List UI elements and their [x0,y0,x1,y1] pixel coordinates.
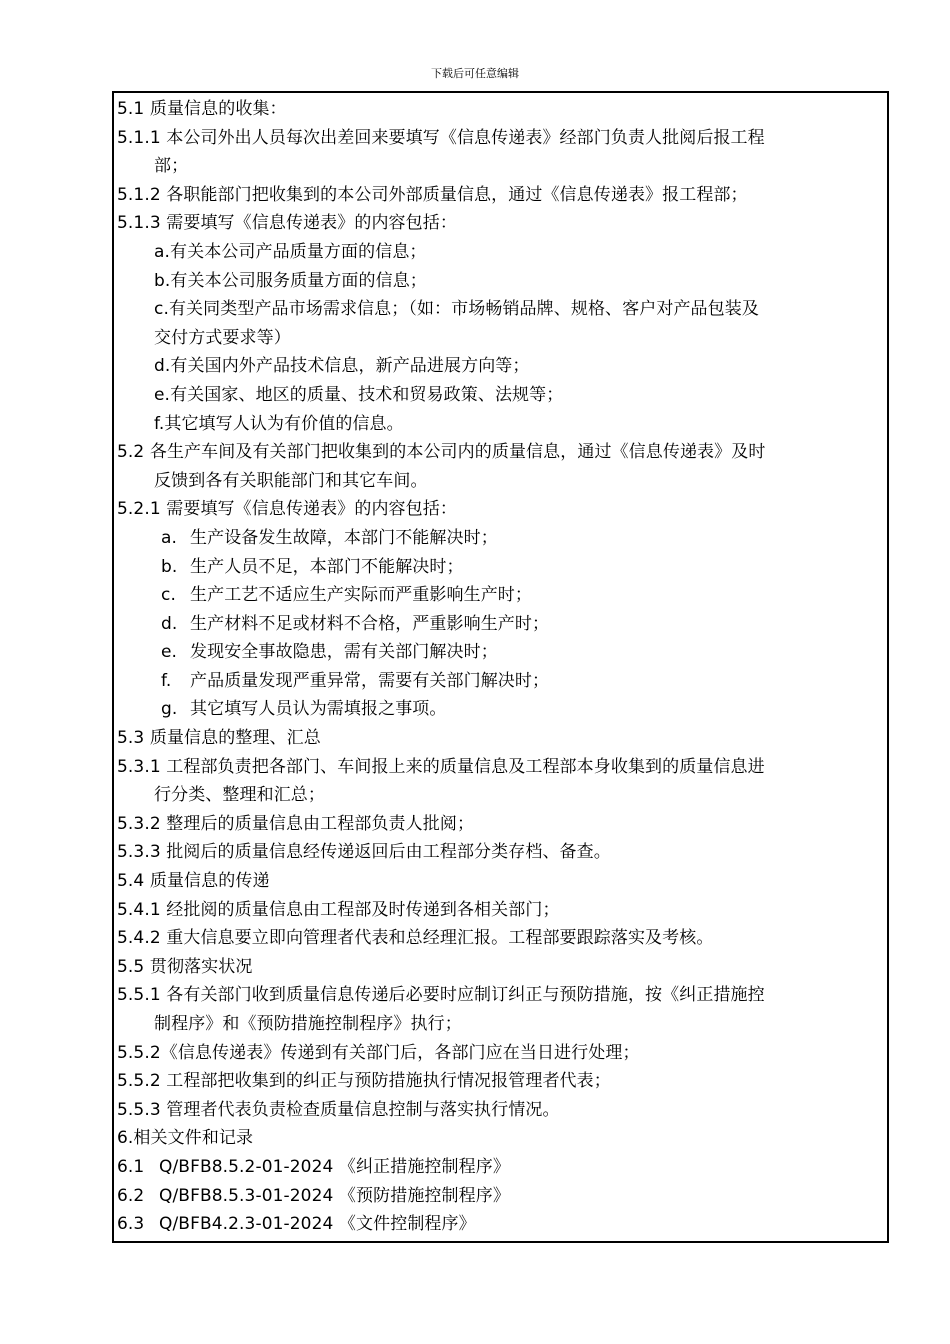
text-line [117,1039,887,1068]
line-text: d.有关国内外产品技术信息，新产品进展方向等； [154,356,530,377]
text-line [117,209,887,238]
text-line [117,381,887,410]
line-text: 5.2 各生产车间及有关部门把收集到的本公司内的质量信息，通过《信息传递表》及时 [117,442,766,463]
line-text: Q/BFB8.5.2-01-2024 《纠正措施控制程序》 [159,1156,510,1177]
text-line [117,1153,887,1182]
text-line [117,1067,887,1096]
line-text: 其它填写人员认为需填报之事项。 [190,699,447,720]
line-text: 5.5.1 各有关部门收到质量信息传递后必要时应制订纠正与预防措施，按《纠正措施控 [117,985,765,1006]
line-text: e.有关国家、地区的质量、技术和贸易政策、法规等； [154,384,564,405]
line-text: 生产设备发生故障，本部门不能解决时； [190,527,498,548]
text-line [117,581,887,610]
line-text: 生产人员不足，本部门不能解决时； [190,556,464,577]
reference-number: 6.1 [117,1156,145,1177]
text-line [117,953,887,982]
text-line [117,638,887,667]
reference-number: 6.3 [117,1214,145,1235]
item-label: b. [161,556,178,577]
line-text: 5.5.2《信息传递表》传递到有关部门后，各部门应在当日进行处理； [117,1042,640,1063]
line-text: 交付方式要求等） [154,327,291,348]
text-line [117,610,887,639]
text-line [117,1210,887,1239]
document-frame [112,91,889,1243]
line-text: 5.5.3 管理者代表负责检查质量信息控制与落实执行情况。 [117,1099,560,1120]
text-line [117,1182,887,1211]
text-line [117,1124,887,1153]
line-text: 5.3.2 整理后的质量信息由工程部负责人批阅； [117,813,475,834]
item-label: a. [161,527,178,548]
line-text: 5.4.2 重大信息要立即向管理者代表和总经理汇报。工程部要跟踪落实及考核。 [117,928,714,949]
text-line [117,1096,887,1125]
line-text: 5.2.1 需要填写《信息传递表》的内容包括： [117,499,457,520]
line-text: 5.5 贯彻落实状况 [117,956,253,977]
line-text: 5.4 质量信息的传递 [117,871,270,892]
text-line [117,838,887,867]
line-text: b.有关本公司服务质量方面的信息； [154,270,427,291]
text-line [117,495,887,524]
line-text: 6.相关文件和记录 [117,1128,254,1149]
text-line [117,267,887,296]
item-label: g. [161,699,178,720]
line-text: 5.3 质量信息的整理、汇总 [117,728,321,749]
line-text: 5.3.3 批阅后的质量信息经传递返回后由工程部分类存档、备查。 [117,842,611,863]
text-line [117,524,887,553]
item-label: d. [161,613,178,634]
text-line [117,924,887,953]
text-line [117,295,887,324]
text-line [117,467,887,496]
line-text: 制程序》和《预防措施控制程序》执行； [154,1014,462,1034]
text-line [117,667,887,696]
text-line [117,95,887,124]
line-text: 5.1.1 本公司外出人员每次出差回来要填写《信息传递表》经部门负责人批阅后报工程 [117,127,765,148]
item-label: c. [161,585,176,606]
text-line [117,124,887,153]
text-line [117,553,887,582]
line-text: 5.5.2 工程部把收集到的纠正与预防措施执行情况报管理者代表； [117,1071,611,1092]
line-text: 部； [154,156,189,177]
line-text: 反馈到各有关职能部门和其它车间。 [154,470,428,491]
line-text: 5.4.1 经批阅的质量信息由工程部及时传递到各相关部门； [117,899,560,920]
text-line [117,181,887,210]
line-text: 生产材料不足或材料不合格，严重影响生产时； [190,613,550,634]
text-line [117,324,887,353]
document-body [117,95,887,1239]
text-line [117,695,887,724]
text-line [117,438,887,467]
text-line [117,781,887,810]
item-label: f. [161,670,172,691]
text-line [117,1010,887,1039]
line-text: 生产工艺不适应生产实际而严重影响生产时； [190,585,532,606]
text-line [117,810,887,839]
text-line [117,981,887,1010]
text-line [117,152,887,181]
line-text: f.其它填写人认为有价值的信息。 [154,413,404,434]
line-text: 5.1 质量信息的收集： [117,99,287,119]
text-line [117,867,887,896]
download-note: 下载后可任意编辑 [431,67,519,80]
text-line [117,753,887,782]
item-label: e. [161,642,178,663]
line-text: 5.1.2 各职能部门把收集到的本公司外部质量信息，通过《信息传递表》报工程部； [117,184,748,205]
line-text: a.有关本公司产品质量方面的信息； [154,241,427,262]
reference-number: 6.2 [117,1185,145,1206]
line-text: 产品质量发现严重异常，需要有关部门解决时； [190,670,550,691]
line-text: Q/BFB4.2.3-01-2024 《文件控制程序》 [159,1214,476,1235]
text-line [117,410,887,439]
line-text: 5.1.3 需要填写《信息传递表》的内容包括： [117,213,457,234]
text-line [117,238,887,267]
line-text: 5.3.1 工程部负责把各部门、车间报上来的质量信息及工程部本身收集到的质量信息进 [117,756,765,777]
line-text: Q/BFB8.5.3-01-2024 《预防措施控制程序》 [159,1185,510,1206]
text-line [117,352,887,381]
line-text: 行分类、整理和汇总； [154,785,325,806]
text-line [117,896,887,925]
line-text: c.有关同类型产品市场需求信息；（如：市场畅销品牌、规格、客户对产品包装及 [154,299,759,320]
text-line [117,724,887,753]
line-text: 发现安全事故隐患，需有关部门解决时； [190,642,498,663]
